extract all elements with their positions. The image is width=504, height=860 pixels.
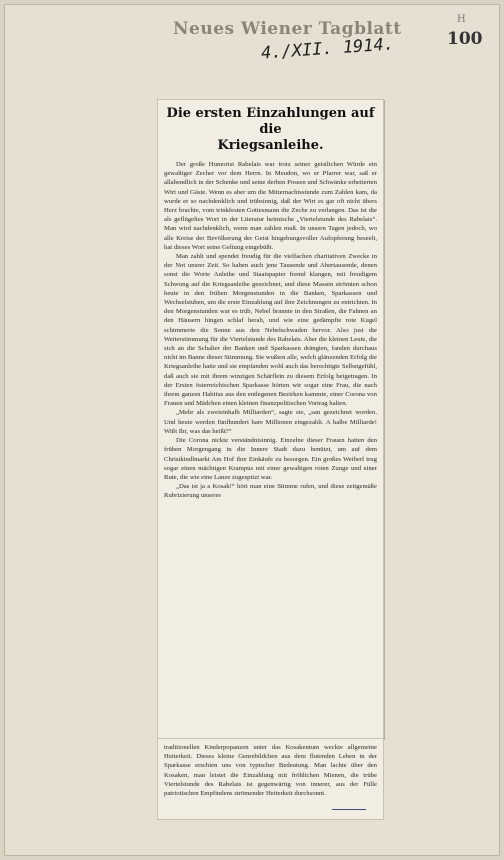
newspaper-clipping-main <box>157 99 384 739</box>
handwritten-date: 4./XII. 1914. <box>260 34 395 64</box>
newspaper-masthead: Neues Wiener Tagblatt <box>173 19 402 39</box>
article-paragraph: Man zahlt und spendet freudig für die vielfachen charitativen Zwecke in der Not unsrer Zeit. So haben auch jene Tausende und Abertausende, denen sonst die Worte Anleihe und Staatspapier fremd klangen, mit freudigem Schwung auf die Kriegsanleihe gezeichnet, und diese Massen strömten schon heute in den frühen Morgenstunden in die Banken, Sparkassen und Wechselstuben, um die erste Einzahlung auf ihre Zeichnungen zu entrichten. In den Morgenstunden war es trüb, Nebel brannte in den Straßen, die Fahnen an den Häusern hingen schlaf herab, und wie eine gedämpfte rote Kugel schimmerte die Sonne aus den Nebelschwaden hervor. Also just die Wetterstimmung für die Viertelstunde des Rabelais. Aber die kleinen Leute, die sich an die Schalter der Banken und Sparkassen drängten, fanden durchaus nicht im Banne dieser Stimmung. Sie wußten alle, welch glänzenden Erfolg die Kriegsanleihe hatte und sie empfanden wohl auch das berechtigte Selbstgefühl, daß auch sie mit ihrem winzigen Schärflein zu diesem Erfolg beigetragen. In der Ersten österreichischen Sparkasse hörten wir sogar eine Frau, die nach ihrem ganzen Habitus aus den entlegenen Bezirken kammte, einer Corona von Frauen und Mädchen einen kleinen finanzpolitischen Vortrag halten. <box>164 253 377 408</box>
article-title <box>164 106 377 154</box>
page-mark: H <box>457 14 466 25</box>
continuation-body <box>164 743 377 798</box>
article-paragraph: „Das ist ja a Kosak!“ hört man eine Stimme rufen, und diese zeitgemäße Rubrizierung unseres <box>164 483 377 500</box>
newspaper-clipping-continuation <box>157 738 384 820</box>
article-paragraph: „Mehr als zweieinhalb Milliarden“, sagte sie, „san gezeichnet worden. Und heute werden fünfhundert bare Millionen eingezahlt. A halbe Milliarde! Wißt Ihr, was das heißt?“ <box>164 409 377 435</box>
article-title-line-2: Kriegsanleihe. <box>217 138 324 153</box>
article-paragraph: Der große Humorist Rabelais war trotz seiner geistlichen Würde ein gewaltiger Zecher vor dem Herrn. In Meudon, wo er Pfarrer war, saß er allabendlich in der Schenke und seine derben Possen und Schwänke erheiterten Wirt und Gäste. Wenn es aber um die Mitternachtsstunde zum Zahlen kam, da wurde er so nachdenklich und trübsinnig, daß der Wirt es gar oft nicht übers Herz brachte, vom trinkfesten Gottesmann die Zeche zu verlangen. Das ist die als geflügeltes Wort in der Literatur heimische „Viertelstunde des Rabelais“. Man wird nachdenklich, wenn man zahlen muß. In unsern Tagen jedoch, wo alle Kreise der Bevölkerung der Geist hingebungsvoller Aufopferung beseelt, hat dieses Wort seine Geltung eingebüßt. <box>164 161 377 251</box>
pen-underline-mark <box>332 809 366 810</box>
article-title-line-1: Die ersten Einzahlungen auf die <box>166 106 375 137</box>
article-body <box>164 160 377 501</box>
page-number: 100 <box>447 29 483 49</box>
article-paragraph: Die Corona nickte verständnisinnig. Einzelne dieser Frauen hatten den frühen Morgengang in die Innere Stadt dazu benützt, um auf dem Christkindlmarkt Am Hof ihre Einkäufe zu besorgen. Ein großes Weiberl trug sogar einen mächtigen Krampus mit einer gewaltigen roten Zunge und einer Rute, die wie eine Lanze zugespitzt war. <box>164 437 377 481</box>
continuation-paragraph: traditionellen Kinderpopanzen unter das Kosakentum weckte allgemeine Heiterkeit. Dieses kleine Genrebildchen aus dem flutenden Leben in der Sparkasse erschien uns von typischer Bedeutung. Man lachte über den Kosaken, man leistet die Einzahlung mit fröhlichen Mienen, die trübe Viertelstunde des Rabelais ist gegenwärtig von innerer, aus der Fülle patriotischen Empfindens strömender Heiterkeit durchsonnt. <box>164 744 377 798</box>
